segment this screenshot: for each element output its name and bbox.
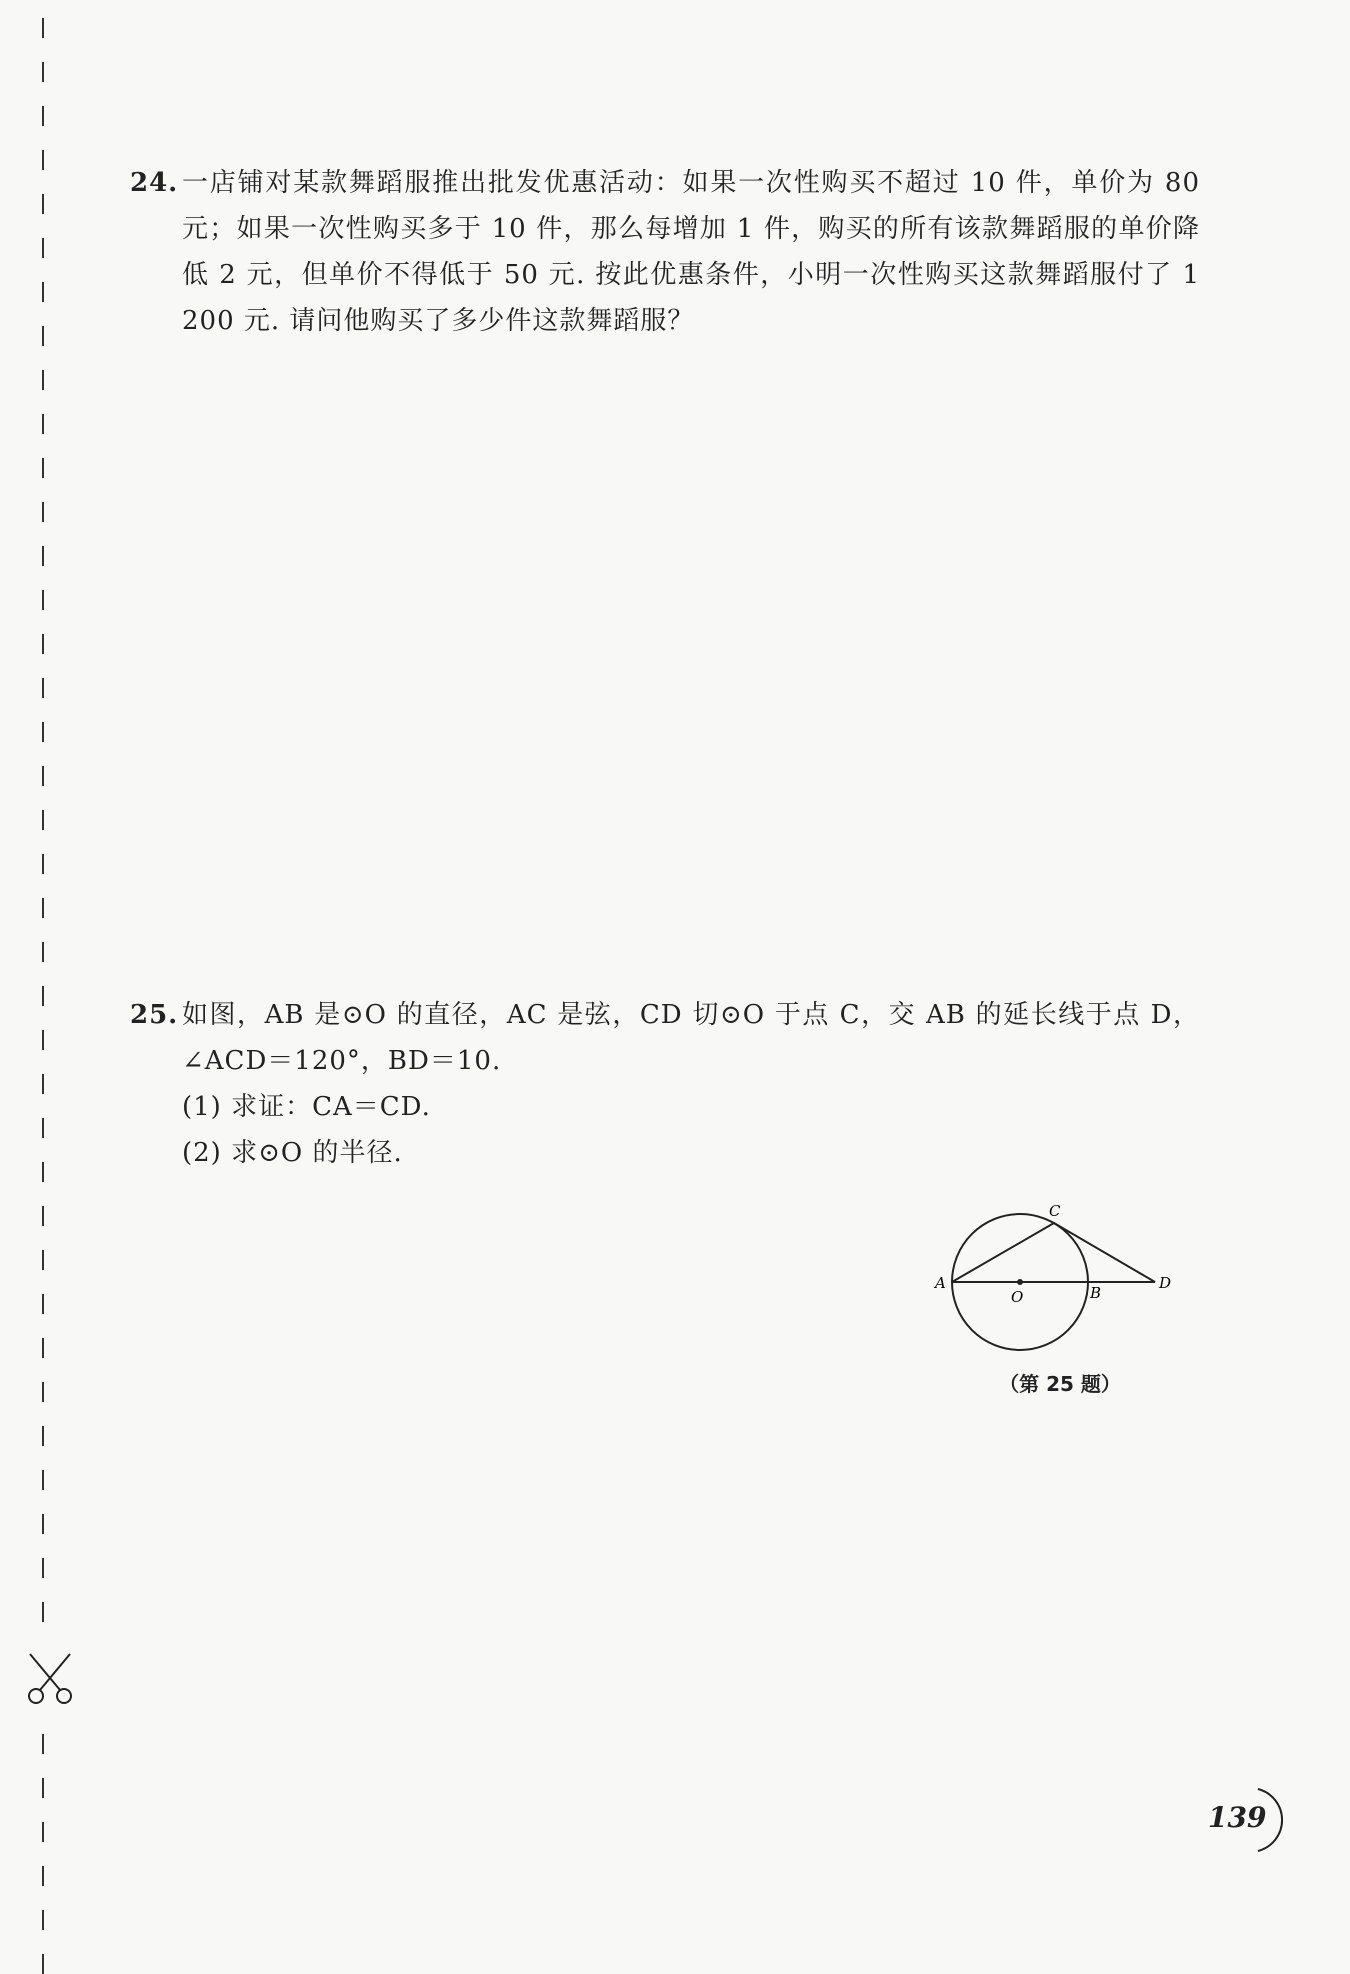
page-number-text: 139 bbox=[1208, 1801, 1267, 1834]
cut-line-dash bbox=[42, 1250, 44, 1270]
label-c: C bbox=[1049, 1202, 1061, 1220]
cut-line-dash bbox=[42, 766, 44, 786]
cut-line-dash bbox=[42, 1426, 44, 1446]
page-number bbox=[1206, 1785, 1296, 1855]
cut-line-dash bbox=[42, 1294, 44, 1314]
cut-line-dash bbox=[42, 898, 44, 918]
problem-number: 24. bbox=[130, 168, 179, 198]
scissors-icon bbox=[22, 1650, 78, 1706]
cut-line-dash bbox=[42, 282, 44, 302]
cut-line-dash bbox=[42, 106, 44, 126]
problem-24 bbox=[130, 160, 1200, 344]
cut-line-dash bbox=[42, 854, 44, 874]
cut-line-dash bbox=[42, 1074, 44, 1094]
cut-line-dash bbox=[42, 1734, 44, 1754]
sub-question-2: (2) 求⊙O 的半径. bbox=[182, 1138, 403, 1168]
cut-line-dash bbox=[42, 1866, 44, 1886]
problem-25 bbox=[130, 992, 1200, 1176]
cut-line-dash bbox=[42, 326, 44, 346]
chord-ac bbox=[952, 1223, 1054, 1282]
cut-line-dash bbox=[42, 634, 44, 654]
cut-line-dash bbox=[42, 678, 44, 698]
cut-line-dash bbox=[42, 1030, 44, 1050]
geometry-figure bbox=[925, 1200, 1185, 1360]
label-d: D bbox=[1159, 1274, 1172, 1292]
cut-line-dash bbox=[42, 1162, 44, 1182]
cut-line-dash bbox=[42, 546, 44, 566]
cut-line-dash bbox=[42, 1822, 44, 1842]
cut-line-dash bbox=[42, 414, 44, 434]
cut-line-dash bbox=[42, 942, 44, 962]
cut-line-dash bbox=[42, 1954, 44, 1974]
cut-line-dash bbox=[42, 1118, 44, 1138]
label-a: A bbox=[935, 1274, 946, 1292]
cut-line-dash bbox=[42, 502, 44, 522]
cut-line-dash bbox=[42, 1602, 44, 1622]
cut-line-dash bbox=[42, 62, 44, 82]
cut-line-dash bbox=[42, 1338, 44, 1358]
cut-line-dash bbox=[42, 722, 44, 742]
label-b: B bbox=[1090, 1284, 1102, 1302]
problem-number: 25. bbox=[130, 1000, 179, 1030]
cut-line-dash bbox=[42, 1558, 44, 1578]
cut-line-dash bbox=[42, 1514, 44, 1534]
cut-line-dash bbox=[42, 1382, 44, 1402]
problem-text: 一店铺对某款舞蹈服推出批发优惠活动：如果一次性购买不超过 10 件，单价为 80 元；如果一次性购买多于 10 件，那么每增加 1 件，购买的所有该款舞蹈服的单价降低 2 元，但单价不得低于 50 元. 按此优惠条件，小明一次性购买这款舞蹈服付了 1 200 元. 请问他购买了多少件这款舞蹈服？ bbox=[182, 168, 1200, 336]
cut-line-dash bbox=[42, 150, 44, 170]
cut-line-dash bbox=[42, 370, 44, 390]
problem-text: 如图，AB 是⊙O 的直径，AC 是弦，CD 切⊙O 于点 C，交 AB 的延长线于点 D，∠ACD＝120°，BD＝10. bbox=[182, 1000, 1200, 1076]
figure-caption: （第 25 题） bbox=[999, 1372, 1121, 1396]
cut-line-dash bbox=[42, 1910, 44, 1930]
cut-line-dash bbox=[42, 590, 44, 610]
cut-line-dash bbox=[42, 1470, 44, 1490]
center-point bbox=[1017, 1279, 1023, 1285]
cut-line-dash bbox=[42, 1778, 44, 1798]
cut-line-dash bbox=[42, 238, 44, 258]
label-o: O bbox=[1011, 1288, 1024, 1306]
page-number-arc bbox=[1206, 1785, 1296, 1855]
cut-line-dash bbox=[42, 18, 44, 38]
cut-line-dash bbox=[42, 986, 44, 1006]
cut-line-dash bbox=[42, 810, 44, 830]
cut-line-dash bbox=[42, 1206, 44, 1226]
tangent-cd bbox=[1054, 1223, 1155, 1282]
cut-line-dash bbox=[42, 194, 44, 214]
sub-question-1: (1) 求证：CA＝CD. bbox=[182, 1092, 431, 1122]
cut-line-dash bbox=[42, 458, 44, 478]
